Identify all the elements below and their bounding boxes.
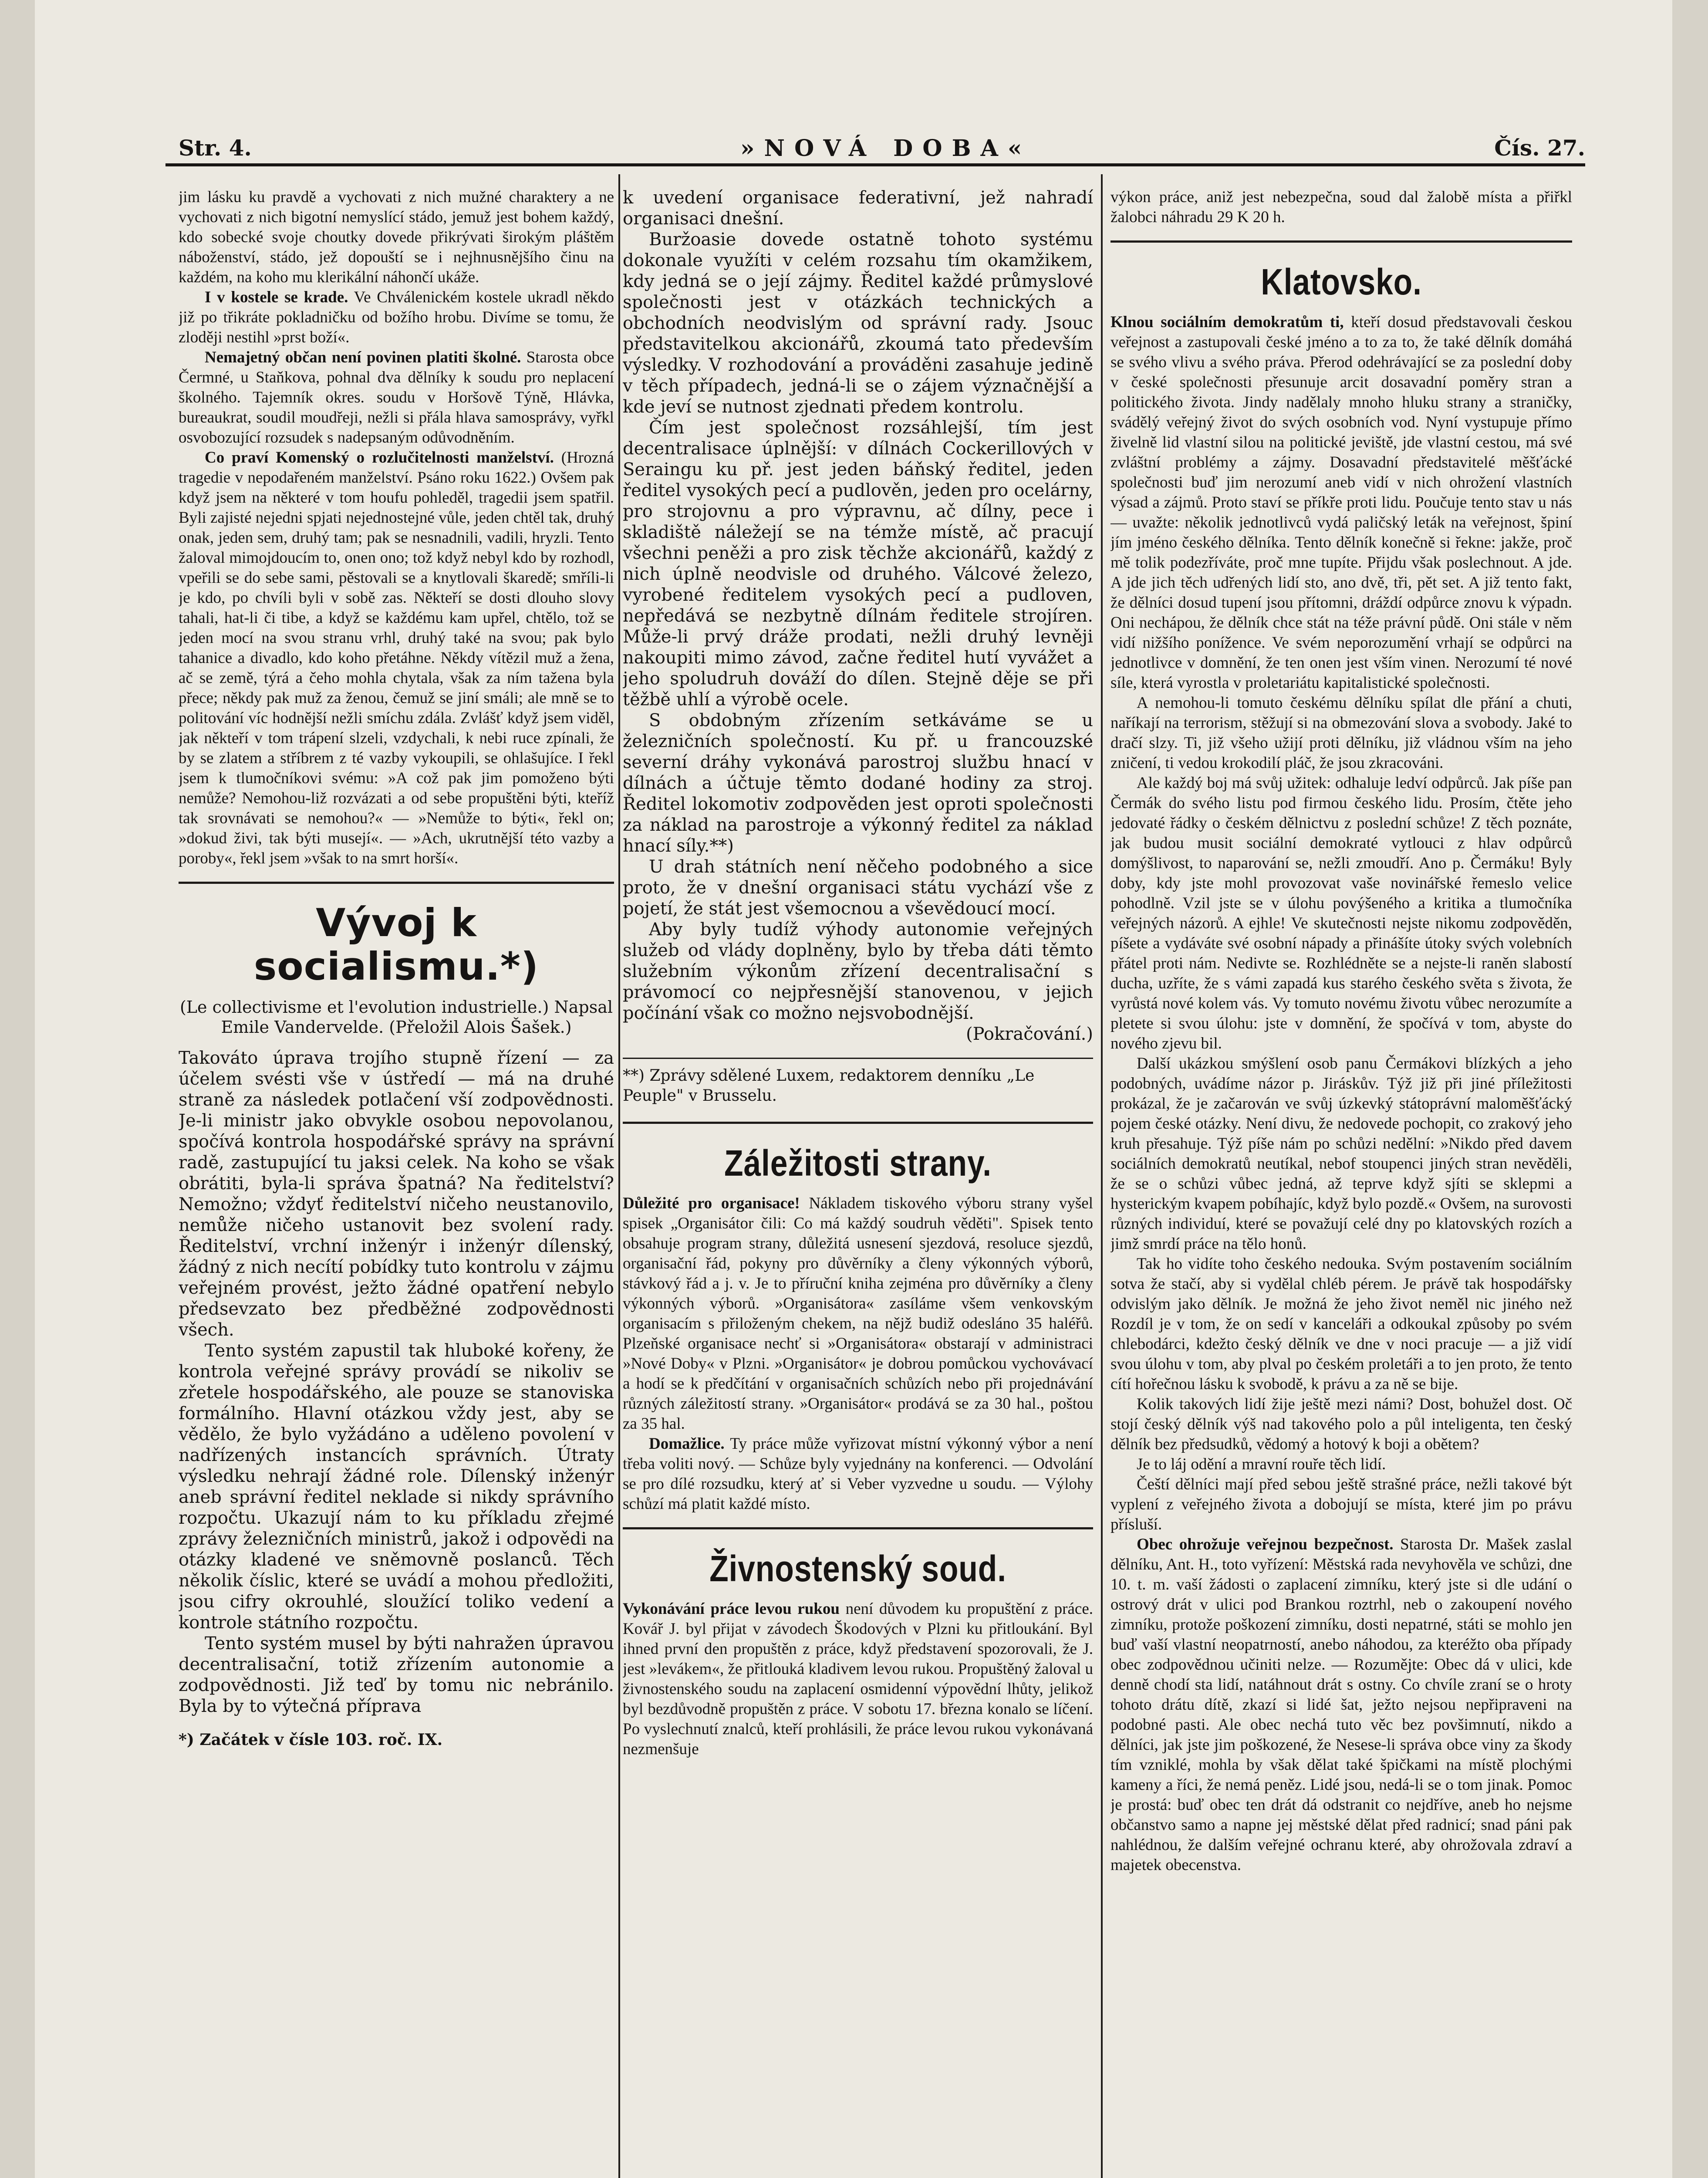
continuation-note: (Pokračování.)	[966, 1024, 1093, 1044]
news-item-school-fee	[179, 348, 614, 448]
news-item-komensky	[179, 448, 614, 869]
section-title-court: Živnostenský soud.	[709, 1548, 1006, 1589]
column-divider-1	[618, 174, 620, 2178]
article-paragraph: U drah státních není něčeho podobného a sice proto, že v dnešní organisaci státu vychází vše z pojetí, že stát jest všemocnou a vševědoucí mocí.	[623, 857, 1093, 919]
news-body: Starosta obce Čermné, u Staňkova, pohnal dva dělníky k soudu pro neplacení školného. Tajemník okres. soudu v Horšově Týně, Hlávka, bureaukrat, soudil moudřeji, nežli si přála hlava samosprávy, vyřkl osvobozující rozsudek s nadepsaným odůvodněním.	[179, 348, 614, 446]
article-paragraph: Tak ho vidíte toho českého nedouka. Svým postavením sociálním sotva že stačí, aby si vydělal chléb pérem. Je právě tak hospodářsky odvislým jako dělník. Je možná že jeho život neměl nic jiného než Rozdíl je v tom, že on sedí v kanceláři a odkoukal způsoby po svém chlebodárci, kdežto český dělník ve dne v noci pracuje — a již vidí svou úlohu v tom, aby plval po českém proletáři a to jen proto, že tento cítí hořečnou lásku k svobodě, k právu a za ně se bije.	[1111, 1255, 1572, 1393]
news-body: Nákladem tiskového výboru strany vyšel spisek „Organisátor čili: Co má každý soudruh věděti". Spisek tento obsahuje program strany, důležitá usnesení sjezdová, resoluce sjezdů, organisační řád, pokyny pro důvěrníky a členy výkonných výborů, stávkový řád a j. v. Je to příruční kniha zejména pro důvěrníky a členy výkonných výborů. »Organisátora« zasíláme všem venkovským organisacím s přiloženým chekem, na nějž budiž odesláno 35 haléřů. Plzeňské organisace nechť si »Organisátora« obstarají v administraci »Nové Doby« v Plzni. »Organisátor« je dobrou pomůckou vychovávací a hodí se k předčítání v organisačních schůzích nebo při projednávání různých záležitostí strany. »Organisátor« prodává se za 30 hal., poštou za 35 hal.	[623, 1194, 1093, 1433]
party-item-organisator	[623, 1194, 1093, 1434]
article-paragraph: Kolik takových lidí žije ještě mezi námi? Dost, bohužel dost. Oč stojí český dělník výš nad takového polo a půl inteligenta, ten český dělník bez předsudků, vědomý a hotový k boji a obětem?	[1111, 1395, 1572, 1453]
news-heading: Vykonávání práce levou rukou	[623, 1600, 840, 1618]
news-heading: Důležité pro organisace!	[623, 1194, 800, 1212]
article-paragraph: Ale každý boj má svůj užitek: odhaluje ledví odpůrců. Jak píše pan Čermák do svého listu pod firmou českého lidu. Prosím, čtěte jeho jedovaté řádky o českém dělnictvu z poslední schůze! Z těch poznáte, jak budou musit sociální demokraté vytlouci z hlav odpůrců domýšlivost, to naparování se, nežli zmoudří. Ano p. Čermáku! Byly doby, kdy jste mohl provozovat vaše novinářské řemeslo velice pohodlně. Vzil jste se v úlohu povýšeného a kritika a tlumočníka veřejných názorů. A ejhle! Ve skutečnosti nejste nikomu zodpověděn, píšete a vydáváte své osobní nápady a přinášíte útoky svých volebních přátel proti nám. Nedivte se. Rozhlédněte se a nejste-li raněn slabostí ducha, uzříte, že s vámi zapadá kus starého českého světa s života, že vyrůstá nové kolem vás. Vy tomuto novému životu vůbec nerozumíte a pletete si svou úlohu: jste v domnění, že spočívá v tom, abyste do nového zjevu bil.	[1111, 774, 1572, 1052]
news-body: Ve Chválenickém kostele ukradl někdo již po třikráte pokladničku od božího hrobu. Divíme se tomu, že zloději nestihl »prst boží«.	[179, 288, 614, 346]
article-paragraph: k uvedení organisace federativní, jež nahradí organisaci dnešní.	[623, 188, 1093, 229]
article-paragraph: Tento systém musel by býti nahražen úpravou decentralisační, totiž zřízením autonomie a zodpovědnosti. Již teď by tomu nic nebránilo. Byla by to výtečná příprava	[179, 1634, 614, 1716]
intro-paragraph: jim lásku ku pravdě a vychovati z nich mužné charaktery a ne vychovati z nich bigotní nemyslící stádo, jemuž jest bohem každý, kdo sobecké svoje choutky dovede přikrývati širokým pláštěm náboženství, stádo, jež dopouští se i nejhnusnějšího činu na každém, na koho mu klerikální náhončí ukáže.	[179, 188, 614, 286]
article-paragraph: Aby byly tudíž výhody autonomie veřejných služeb od vlády doplněny, bylo by třeba dáti těmto služebním výkonům zřízení decentralisační s právomocí co nejpřesnější stanovenou, v jejich počínání však co možno nejsvobodnější.	[623, 920, 1093, 1023]
masthead-title: »NOVÁ DOBA«	[740, 135, 1032, 162]
article-paragraph: Tento systém zapustil tak hluboké kořeny, že kontrola veřejné správy provádí se nikoliv se zřetele hospodářského, ale pouze se stanoviska formálního. Hlavní otázkou vždy jest, aby se vědělo, že bylo vyžádáno a uděleno povolení v nadřízených instancích správních. Útraty výsledku nehrají žádné role. Dílenský inženýr aneb správní ředitel neklade si nikdy správního rozpočtu. Ukazují nám to ku příkladu zřejmé zprávy železničních ministrů, jakož i odpovědi na otázky kladené ve sněmovně poslanců. Těch několik číslic, které se uvádí a mohou předložiti, jsou cifry okrouhlé, sloužící toliko vedení a kontrole státního rozpočtu.	[179, 1341, 614, 1633]
news-item-church-theft	[179, 287, 614, 348]
article-paragraph: Čím jest společnost rozsáhlejší, tím jest decentralisace úplnější: v dílnách Cockerillových v Seraingu ku př. jest jeden báňský ředitel, jeden ředitel vysokých pecí a pudlověn, jeden pro ocelárny, pro strojovnu a pro výpravnu, ač dílny, pece i skladiště náležejí se na témže místě, ač pracují všechni peněži a pro zisk těchže akcionářů, každý z nich úplně neodvisle od druhého. Válcové železo, vyrobené ředitelem vysokých pecí a pudloven, nepředává se nezbytně dílnám ředitele strojíren. Může-li prvý dráže prodati, nežli druhý levněji nakoupiti mimo závod, začne ředitel hutí vyvážet a jeho spoludruh dováží do dílen. Stejně děje se při těžbě uhlí a výrobě ocele.	[623, 418, 1093, 710]
article-title-vyvoj: Vývoj k socialismu.*)	[253, 900, 539, 989]
lead-words: Klnou sociálním demokratům ti,	[1111, 313, 1344, 331]
footnote: **) Zprávy sdělené Luxem, redaktorem denníku „Le Peuple" v Brusselu.	[623, 1058, 1093, 1106]
news-heading: Obec ohrožuje veřejnou bezpečnost.	[1137, 1535, 1394, 1553]
column-3	[1111, 187, 1572, 2178]
news-body: (Hrozná tragedie v nepodařeném manželství. Psáno roku 1622.) Ovšem pak když jsem na některé v tom houfu pohleděl, tragedii jsem spatřil. Byli zajisté nejedni spjati nejednostejné vůle, jeden chtěl tak, druhý onak, jeden sem, druhý tam; pak se nesnadnili, vadili, hryzli. Tento žaloval mimojdoucím to, onen ono; tož když nebyl kdo by rozhodl, vpeřili se do sebe sami, pěstovali se a knytlovali škaredě; smříli-li je kdo, po chvíli byli v sobě zas. Někteří se dosti dlouho slovy tahali, hat-li či tibe, a když se každému kam upřel, chtělo, tož se jeden mocí na svou stranu vrhl, druhý také na svou; pak bylo tahanice a divadlo, kdo koho přetáhne. Někdy vítězil muž a žena, ač se země, týrá a čeho mohla chytala, však za ním tažena byla přece; někdy pak muž za ženou, čemuž se jiní smáli; ale mně se to politování víc hodnější nežli smíchu zdála. Zvlášť když jsem viděl, jak někteří v tom trápení slzeli, vzdychali, k nebi ruce zpínali, že by se zlatem a stříbrem z té vazby vykoupili, se ohlašujíce. I řekl jsem k tlumočníkovi svému: »A což pak jim pomoženo býti nemůže? Nemohou-liž rozvázati a od sebe propuštěni býti, kteříž tak srovnávati se nemohou?« — »Nemůže to býti«, řekl on; »dokud živi, tak býti musejí«. — »Ach, ukrutnější této vazby a poroby«, řekl jsem »však to na smrt horší«.	[179, 449, 614, 867]
news-heading: Nemajetný občan není povinen platiti školné.	[205, 348, 521, 366]
header-rule	[165, 163, 1585, 166]
news-body: Starosta Dr. Mašek zaslal dělníku, Ant. H., toto vyřízení: Městská rada nevyhověla ve schůzi, dne 10. t. m. vaší žádosti o zaplacení zimníku, který jste si dle udání o ostrový drát v ulici pod Brankou roztrhl, neb o zakoupení nového zimníku, protože poškození zimníku, dosti nepatrné, státi se mohlo jen buď vaší vlastní neopatrností, anebo náhodou, za kteréžto oba případy obec zodpovědnou učiniti nelze. — Rozumějte: Obec dá v ulici, kde denně chodí sta lidí, natáhnout drát s ostny. Co chvíle zraní se o hroty tohoto drátu dítě, zkazí si lidé šat, ježto nejsou nepřipraveni na podobné pasti. Ale obec nechá tuto věc bez povšimnutí, nikdo a dělníci, jak jste jim poškozené, že Nesese-li správa obce viny za škody tím vzniklé, mohla by však dělat také špičkami na místě plochými kameny a říci, že nemá peněz. Lidé jsou, nedá-li se o tom jinak. Pomoc je prostá: buď obec ten drát dá odstranit co nejdříve, aneb ho nejsme občanstvo samo a napne jej městské dělat před radnicí; snad páni pak nahlédnou, že dalším veřejné ochranu které, aby ohrožovala zdraví a majetek obecenstva.	[1111, 1535, 1572, 1874]
article-paragraph: Čeští dělníci mají před sebou ještě strašné práce, nežli takové být vyplení z veřejného života a dobojují se místa, které jim po právu přísluší.	[1111, 1475, 1572, 1533]
issue-number: Čís. 27.	[1494, 135, 1585, 161]
article-byline: (Le collectivisme et l'evolution industrielle.) Napsal Emile Vandervelde. (Přeložil Alois Šašek.)	[179, 998, 613, 1037]
court-item	[623, 1599, 1093, 1759]
court-item-continued: výkon práce, aniž jest nebezpečna, soud dal žalobě místa a přiřkl žalobci náhradu 29 K 20 h.	[1111, 188, 1572, 226]
article-paragraph: Je to láj odění a mravní rouře těch lidí.	[1137, 1455, 1386, 1473]
news-heading: Domažlice.	[649, 1435, 725, 1453]
paragraph-body: kteří dosud představovali českou veřejnost a zastupovali české jméno a to za to, že také dělník domáhá se svého vlivu a svého práva. Přerod odehrávající se za poslední doby v české společnosti přesunuje arcit dosavadní poměry stran a politického života. Jindy nadělaly mnoho hluku strany a straničky, svádělý veřejný život do svých osobních vod. Nyní vystupuje přímo živelně lid vlastní silou na politické jeviště, jde vlastní cestou, má své zvláštní problémy a zájmy. Dosavadní představitelé měšťácké společnosti buď jim nerozumí aneb vidí v nich ohrožení vlastních výsad a zájmů. Proto staví se příkře proti lidu. Poučuje tento stav u nás — uvažte: několik jednotlivců vydá paličský leták na veřejnost, špiní jím jméno českého dělníka. Tento dělník konečně si řekne: jakže, proč mě tolik podezříváte, proč mne tupíte. Přijdu však poslechnout. A jde. A jde jich těch udřených lidí sto, ano dvě, tři, pět set. A již tento fakt, že dělníci dosud tupení jsou přítomni, dráždí odpůrce znovu k výpadn. Oni nechápou, že dělník chce stát na téže právní půdě. Oni stále v něm vidí nižšího ponížence. Ve svém neporozumění vrhají se odpůrci na jednotlivce v domnění, že ten onen jest vším vinen. Nerozumí té nové síle, která vyrostla v proletariátu kapitalistické společnosti.	[1111, 313, 1572, 692]
article-paragraph: S obdobným zřízením setkáváme se u železničních společností. Ku př. u francouzské severní dráhy vykonává parostroj službu hnací v dílnách a účtuje těmto dodané hodiny za stroj. Ředitel lokomotiv zodpověden jest oproti společnosti za náklad na parostroje a výkonný ředitel za náklad hnací síly.**)	[623, 710, 1093, 856]
news-item-public-safety	[1111, 1535, 1572, 1875]
article-paragraph: Takováto úprava trojího stupně řízení — za účelem svésti vše v ústředí — má na druhé straně za následek potlačení vší zodpovědnosti. Je-li ministr jako obvykle osobou nepovolanou, spočívá kontrola hospodářské správy na správní radě, zastupující tu jaksi celek. Na koho se však obrátiti, byla-li správa špatná? Na ředitelství? Nemožno; vždyť ředitelství ničeho neustanovilo, nemůže ničeho ustanovit bez svolení rady. Ředitelství, vrchní inženýr i inženýr dílenský, žádný z nich necítí pobídky tuto kontrolu v zájmu veřejném provést, ježto žádné opatření nebylo předsevzato bez předběžné zodpovědnosti všech.	[179, 1048, 614, 1340]
article-paragraph	[1111, 312, 1572, 693]
news-heading: Co praví Komenský o rozlučitelnosti manželství.	[205, 449, 554, 467]
news-body: Ty práce může vyřizovat místní výkonný výbor a není třeba voliti nový. — Schůze byly vyjednány na konferenci. — Odvolání se pro dílé rozsudku, který ať si Veber vyzvedne u soudu. — Výlohy schůzí má platit každé místo.	[623, 1435, 1093, 1513]
section-separator	[623, 1122, 1093, 1124]
right-page-edge	[1672, 0, 1708, 2178]
column-1	[179, 187, 614, 2178]
section-title-party: Záležitosti strany.	[724, 1143, 992, 1184]
footnote: *) Začátek v čísle 103. roč. IX.	[179, 1731, 443, 1749]
column-divider-2	[1101, 174, 1103, 2178]
party-item-domazlice	[623, 1434, 1093, 1514]
article-paragraph: Další ukázkou smýšlení osob panu Čermákovi blízkých a jeho podobných, uvádíme názor p. Jiráskův. Týž již při jiné příležitosti prokázal, že je začarován ve svůj úzkevký státoprávní maloměšťácký pojem české otázky. Není divu, že nedovede pochopit, co zrakový jeho kruh přesahuje. Týž píše nám po schůzi nedělní: »Nikdo před davem sociálních demokratů neutíkal, nebof stoupenci jiných stran nevěděli, že se o schůzi vůbec jedná, až teprve když sjíti se sklepmi a hysterickým kvapem pobíhajíc, když bylo pozdě.« Ovšem, na surovosti různých individuí, které se považují celé dny po klatovských rozích a jimž smrdí práce na tělo honů.	[1111, 1055, 1572, 1253]
section-title-klatovsko: Klatovsko.	[1261, 261, 1422, 302]
column-2	[623, 187, 1093, 2178]
left-page-edge	[0, 0, 35, 2178]
news-body: není důvodem ku propuštění z práce. Kovář J. byl přijat v závodech Škodových v Plzni ku přitloukání. Byl ihned první den propuštěn z práce, když představení spozorovali, že J. jest »levákem«, že přitlouká kladivem levou rukou. Propuštěný žaloval u živnostenského soudu na zaplacení osmidenní výpovědní lhůty, jelikož byl bezdůvodně propuštěn z práce. V sobotu 17. března konalo se líčení. Po vyslechnutí znalců, kteří prohlásili, že práce levou rukou vykonávaná nezmenšuje	[623, 1600, 1093, 1758]
section-separator	[623, 1527, 1093, 1529]
news-heading: I v kostele se krade.	[205, 288, 348, 306]
section-separator	[179, 882, 614, 884]
page-number: Str. 4.	[179, 135, 252, 161]
article-paragraph: A nemohou-li tomuto českému dělníku spílat dle přání a chuti, naříkají na terrorism, stěžují si na obmezování slova a svobody. Jaké to dračí slzy. Ti, již všeho užijí proti dělníku, již vládnou vším na jeho zničení, ti vedou krokodilí pláč, že jsou zkracováni.	[1111, 694, 1572, 772]
article-paragraph: Buržoasie dovede ostatně tohoto systému dokonale využíti v celém rozsahu tím okamžikem, kdy jedná se o její zájmy. Ředitel každé průmyslové společnosti jest v otázkách technických a obchodních neodvislým od správní rady. Jsouc představitelkou akcionářů, zkoumá tato především výsledky. V rozhodování a prováděni zasahuje jedině v těch případech, jedná-li se o zájem význačnější a kde jeví se nutnost zjednati předem kontrolu.	[623, 230, 1093, 417]
section-separator	[1111, 240, 1572, 243]
